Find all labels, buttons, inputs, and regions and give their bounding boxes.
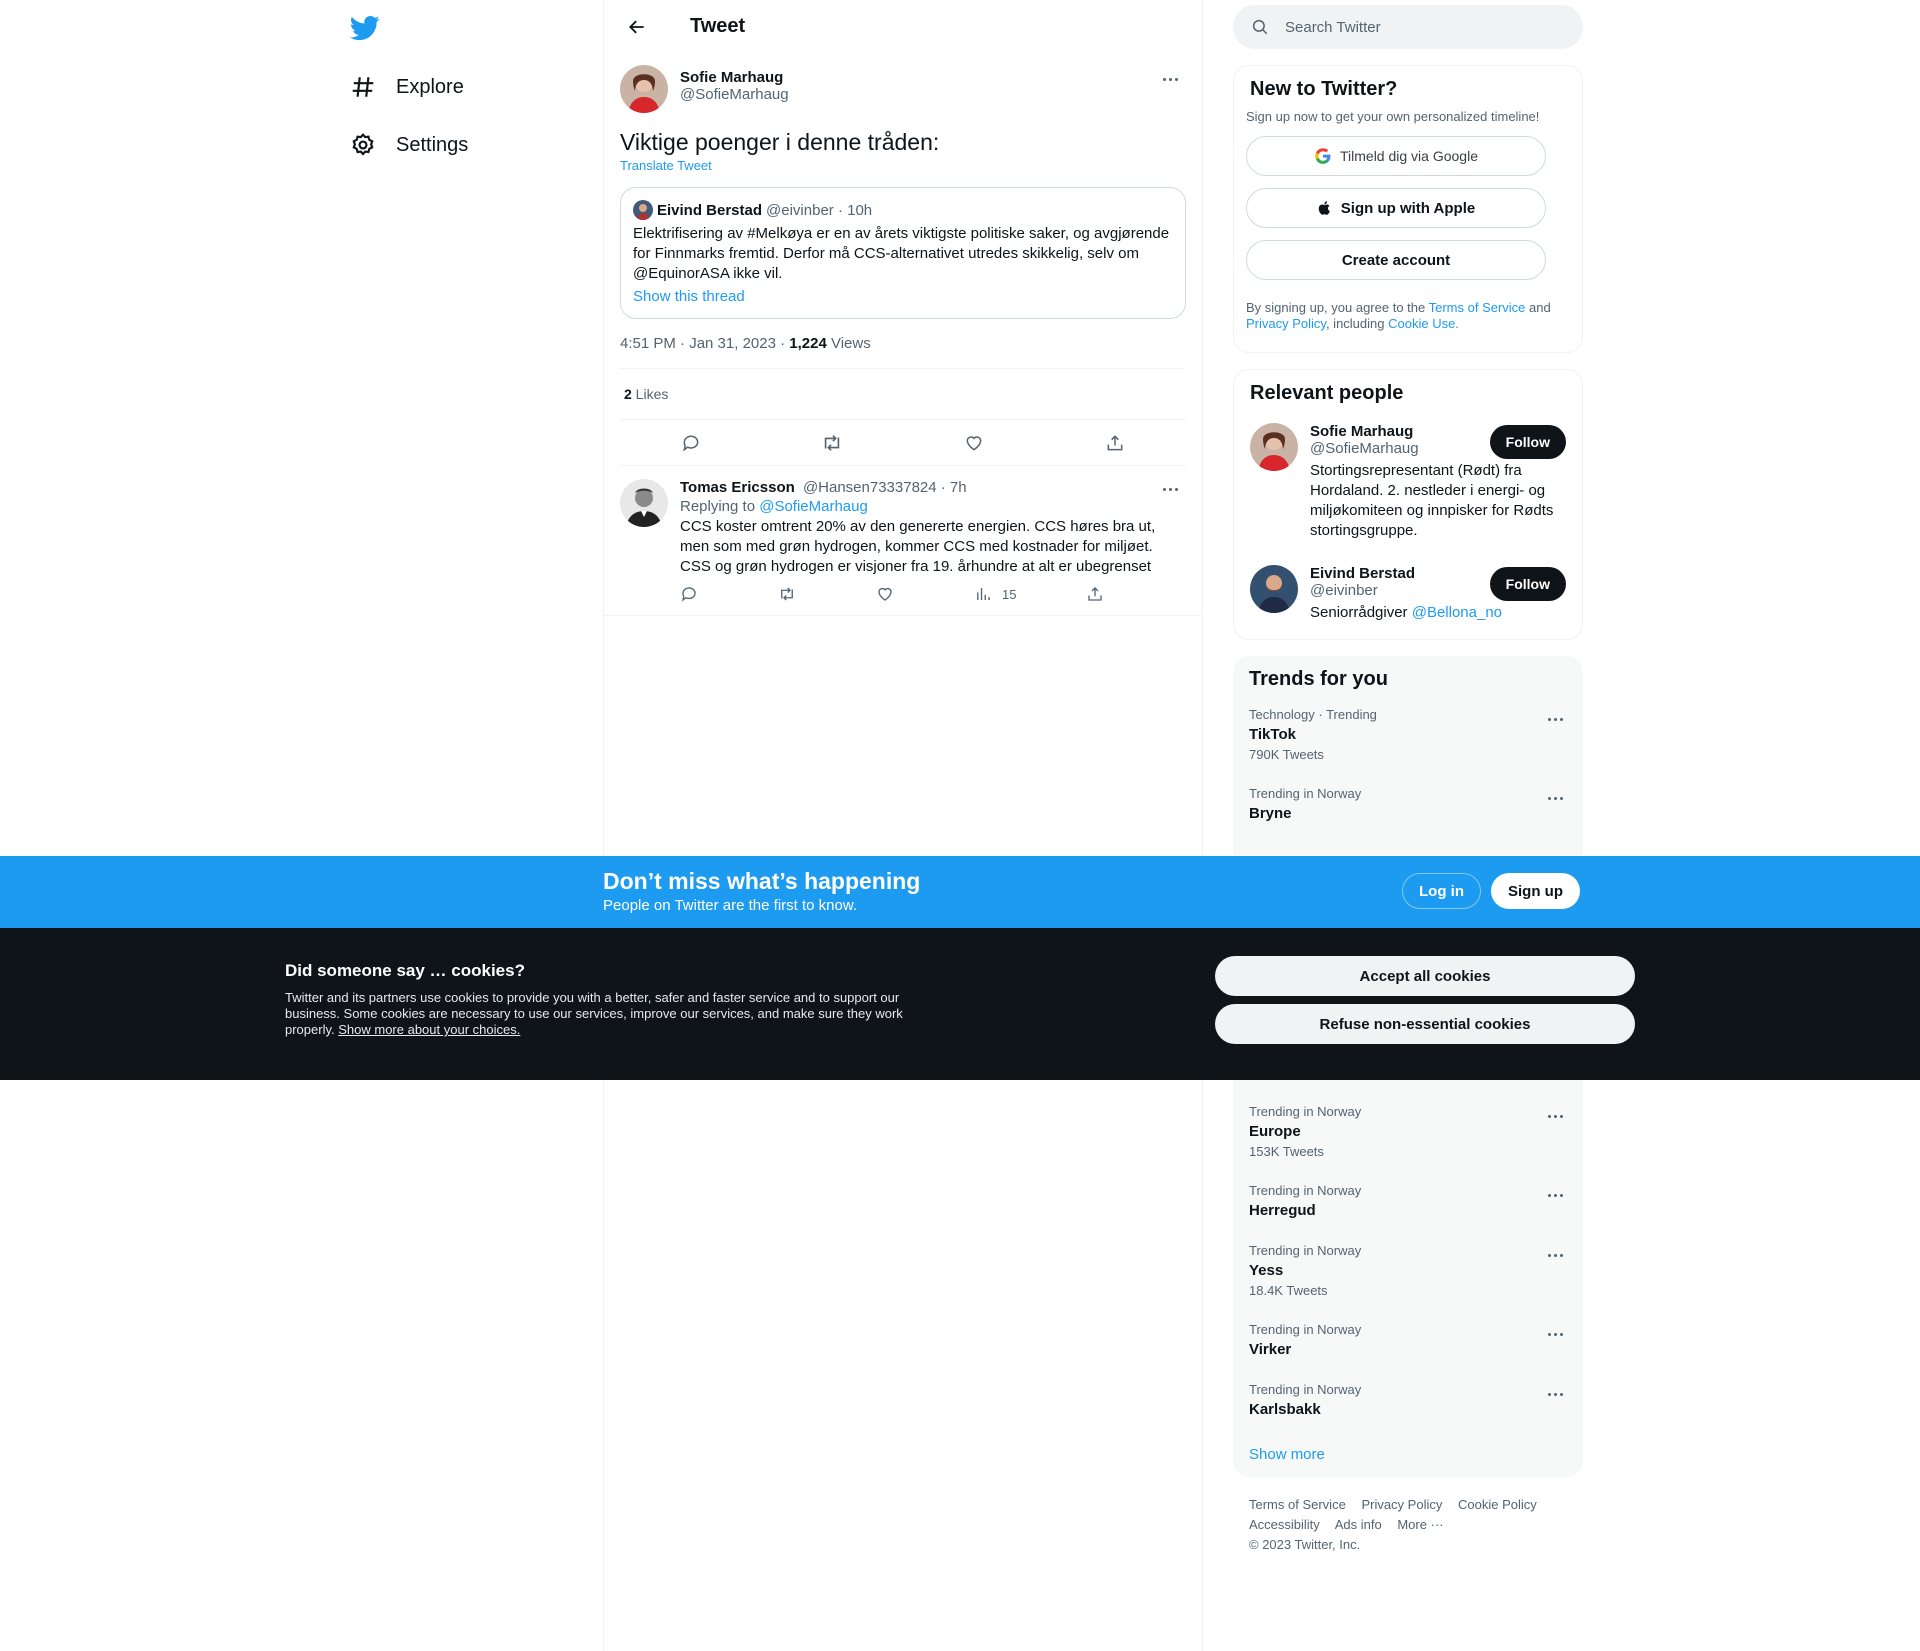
- tweet-author: [620, 65, 1186, 113]
- privacy-policy-link[interactable]: Privacy Policy: [1246, 316, 1326, 331]
- reply-actions: [680, 585, 1186, 603]
- person-bio: [1310, 603, 1566, 623]
- tweet-time[interactable]: 4:51 PM · Jan 31, 2023 ·: [620, 335, 790, 352]
- cookie-description: Twitter and its partners use cookies to provide you with a better, safer and faster service and to support our business. Some cookies are necessary to use our services, improve our services, and make sure they work properly.: [285, 990, 903, 1037]
- views-label: Views: [826, 335, 871, 352]
- nav-explore[interactable]: [350, 62, 464, 112]
- avatar[interactable]: [1250, 565, 1298, 613]
- gear-icon: [350, 132, 376, 158]
- heart-icon[interactable]: [876, 585, 974, 603]
- more-icon[interactable]: [1543, 788, 1567, 808]
- more-icon[interactable]: [1543, 1106, 1567, 1126]
- login-prompt-bar: [0, 856, 1920, 928]
- likes-label: Likes: [631, 386, 669, 402]
- trend-item[interactable]: [1233, 1092, 1583, 1171]
- show-more-link[interactable]: Show more: [1249, 1446, 1325, 1463]
- quote-text: Elektrifisering av #Melkøya er en av årets viktigste politiske saker, og avgjørende for Finnmarks fremtid. Derfor må CCS-alternativet utredes skikkelig, selv om @EquinorASA ikke vil.: [633, 225, 1170, 282]
- accept-cookies-button[interactable]: Accept all cookies: [1215, 956, 1635, 996]
- avatar[interactable]: [620, 65, 668, 113]
- reply-author-meta: @Hansen73337824 · 7h: [802, 479, 967, 496]
- more-icon[interactable]: [1543, 1384, 1567, 1404]
- person-name[interactable]: Sofie Marhaug: [1310, 423, 1414, 440]
- main-column: [603, 0, 1203, 1651]
- twitter-logo-icon[interactable]: [350, 13, 380, 43]
- cookie-text: [285, 990, 935, 1038]
- trend-meta: Trending in Norway: [1249, 786, 1362, 801]
- google-icon: [1314, 147, 1340, 165]
- views-icon: [974, 585, 1002, 603]
- likes-count: 2: [624, 386, 632, 402]
- reply-author-name[interactable]: Tomas Ericsson: [680, 479, 795, 496]
- more-icon[interactable]: [1543, 1245, 1567, 1265]
- tweet-meta: [620, 335, 1186, 369]
- author-handle[interactable]: @SofieMarhaug: [680, 86, 789, 103]
- tweet-text: Viktige poenger i denne tråden:: [620, 129, 940, 155]
- person-handle: @eivinber: [1310, 582, 1378, 599]
- bottombar-subtitle: People on Twitter are the first to know.: [603, 897, 858, 914]
- relevant-people-title: Relevant people: [1250, 382, 1404, 404]
- refuse-cookies-button[interactable]: Refuse non-essential cookies: [1215, 1004, 1635, 1044]
- apple-signup-button[interactable]: [1246, 188, 1546, 228]
- trend-meta: Trending in Norway: [1249, 1322, 1362, 1337]
- footer-copyright: © 2023 Twitter, Inc.: [1249, 1537, 1361, 1552]
- search-icon: [1251, 18, 1269, 36]
- reply-icon[interactable]: [680, 585, 778, 603]
- login-button[interactable]: Log in: [1402, 873, 1481, 909]
- apple-signup-label: Sign up with Apple: [1340, 199, 1476, 217]
- trend-meta: Trending in Norway: [1249, 1104, 1362, 1119]
- share-icon[interactable]: [1086, 585, 1184, 603]
- avatar[interactable]: [620, 479, 668, 527]
- footer-accessibility-link[interactable]: Accessibility: [1249, 1517, 1320, 1532]
- trends-title: Trends for you: [1249, 668, 1388, 690]
- terms-text: , including: [1325, 316, 1389, 331]
- trend-name: TikTok: [1249, 726, 1296, 743]
- person-handle: @SofieMarhaug: [1310, 440, 1419, 457]
- back-button[interactable]: [620, 10, 654, 44]
- avatar[interactable]: [1250, 423, 1298, 471]
- person-bio: Stortingsrepresentant (Rødt) fra Hordaland. 2. nestleder i energi- og miljøkomiteen og innpisker for Rødts stortingsgruppe.: [1310, 462, 1554, 539]
- trend-name: Herregud: [1249, 1202, 1316, 1219]
- more-icon[interactable]: [1543, 709, 1567, 729]
- retweet-icon[interactable]: [778, 585, 876, 603]
- footer-ads-link[interactable]: Ads info: [1334, 1517, 1382, 1532]
- tweet-header: [604, 0, 1202, 53]
- footer-privacy-link[interactable]: Privacy Policy: [1361, 1497, 1443, 1512]
- trend-meta: Trending in Norway: [1249, 1382, 1362, 1397]
- tweet-actions: [620, 420, 1186, 466]
- follow-button[interactable]: Follow: [1490, 425, 1566, 459]
- bottombar-title: Don’t miss what’s happening: [603, 868, 921, 894]
- signup-card: [1233, 65, 1583, 353]
- cookie-choices-link[interactable]: Show more about your choices.: [338, 1022, 521, 1037]
- footer-more-link[interactable]: More ···: [1397, 1517, 1444, 1532]
- trend-name: Karlsbakk: [1249, 1401, 1321, 1418]
- avatar: [633, 200, 653, 220]
- footer-links: [1233, 1477, 1583, 1555]
- person-bio-text: Seniorrådgiver: [1310, 604, 1412, 621]
- trend-item[interactable]: [1233, 1370, 1583, 1430]
- trend-meta: Technology · Trending: [1249, 707, 1377, 722]
- quote-author-meta: @eivinber · 10h: [766, 201, 873, 219]
- reply-tweet[interactable]: [604, 467, 1202, 616]
- footer-terms-link[interactable]: Terms of Service: [1249, 1497, 1346, 1512]
- trend-count: 18.4K Tweets: [1249, 1283, 1328, 1298]
- trend-name: Yess: [1249, 1262, 1284, 1279]
- reply-views-count: 15: [1002, 586, 1017, 602]
- trend-meta: Trending in Norway: [1249, 1243, 1362, 1258]
- footer-cookie-link[interactable]: Cookie Policy: [1457, 1497, 1537, 1512]
- nav-settings[interactable]: [350, 120, 468, 170]
- trend-item[interactable]: [1233, 695, 1583, 774]
- person-item[interactable]: [1234, 553, 1582, 635]
- nav-explore-label: Explore: [396, 75, 464, 98]
- more-icon[interactable]: [1154, 477, 1186, 501]
- right-sidebar: [1233, 0, 1583, 1555]
- quote-author-name: Eivind Berstad: [657, 201, 763, 219]
- person-item[interactable]: [1234, 411, 1582, 553]
- replying-handle-link[interactable]: @SofieMarhaug: [759, 498, 868, 515]
- hashtag-icon: [350, 74, 376, 100]
- google-signup-button[interactable]: [1246, 136, 1546, 176]
- signup-button[interactable]: Sign up: [1491, 873, 1580, 909]
- cookie-title: Did someone say … cookies?: [285, 961, 525, 980]
- author-name[interactable]: Sofie Marhaug: [680, 69, 784, 86]
- signup-terms: [1234, 280, 1582, 332]
- trend-item[interactable]: [1233, 1231, 1583, 1310]
- show-thread-link[interactable]: Show this thread: [633, 288, 745, 305]
- more-icon[interactable]: [1543, 1185, 1567, 1205]
- create-account-button[interactable]: Create account: [1246, 240, 1546, 280]
- cookie-banner: [0, 928, 1920, 1080]
- share-icon[interactable]: [1096, 424, 1134, 462]
- bellona-link[interactable]: @Bellona_no: [1411, 604, 1503, 621]
- signup-subtitle: Sign up now to get your own personalized timeline!: [1246, 109, 1540, 124]
- page-title: Tweet: [690, 15, 746, 37]
- main-tweet: [604, 65, 1202, 466]
- back-arrow-icon: [627, 17, 647, 37]
- trend-count: 153K Tweets: [1249, 1144, 1324, 1159]
- trend-item[interactable]: [1233, 1310, 1583, 1370]
- terms-of-service-link[interactable]: Terms of Service: [1428, 300, 1526, 315]
- cookie-use-link[interactable]: Cookie Use.: [1388, 316, 1459, 331]
- more-icon[interactable]: [1154, 67, 1186, 91]
- signup-title: New to Twitter?: [1250, 78, 1398, 100]
- replying-to: [680, 498, 1186, 515]
- heart-icon[interactable]: [955, 424, 993, 462]
- views-count: 1,224: [789, 335, 827, 352]
- nav-settings-label: Settings: [396, 133, 469, 156]
- likes-stat[interactable]: [620, 369, 1186, 420]
- terms-text: and: [1525, 300, 1551, 315]
- trend-name: Europe: [1249, 1123, 1301, 1140]
- reply-text: CCS koster omtrent 20% av den genererte energien. CCS høres bra ut, men som med grøn hydrogen, kommer CCS med kostnader for miljøet. CSS og grøn hydrogen er visjoner fra 19. århundre at alt er ubegrenset: [680, 518, 1156, 575]
- google-signup-label: Tilmeld dig via Google: [1340, 148, 1478, 164]
- retweet-icon[interactable]: [813, 424, 851, 462]
- relevant-people-card: [1233, 369, 1583, 640]
- trend-name: Bryne: [1249, 805, 1292, 822]
- trend-name: Virker: [1249, 1341, 1292, 1358]
- views-button[interactable]: [974, 585, 1086, 603]
- search-input[interactable]: [1285, 19, 1545, 36]
- trend-count: 790K Tweets: [1249, 747, 1324, 762]
- follow-button[interactable]: Follow: [1490, 567, 1566, 601]
- person-name[interactable]: Eivind Berstad: [1310, 565, 1416, 582]
- apple-icon: [1317, 199, 1341, 217]
- replying-prefix: Replying to: [680, 498, 760, 515]
- trend-meta: Trending in Norway: [1249, 1183, 1362, 1198]
- quoted-tweet[interactable]: [620, 187, 1186, 319]
- more-icon[interactable]: [1543, 1324, 1567, 1344]
- reply-icon[interactable]: [672, 424, 710, 462]
- terms-text: By signing up, you agree to the: [1246, 300, 1429, 315]
- trend-item[interactable]: [1233, 1171, 1583, 1231]
- translate-link[interactable]: Translate Tweet: [620, 158, 712, 173]
- search-box[interactable]: [1233, 5, 1583, 49]
